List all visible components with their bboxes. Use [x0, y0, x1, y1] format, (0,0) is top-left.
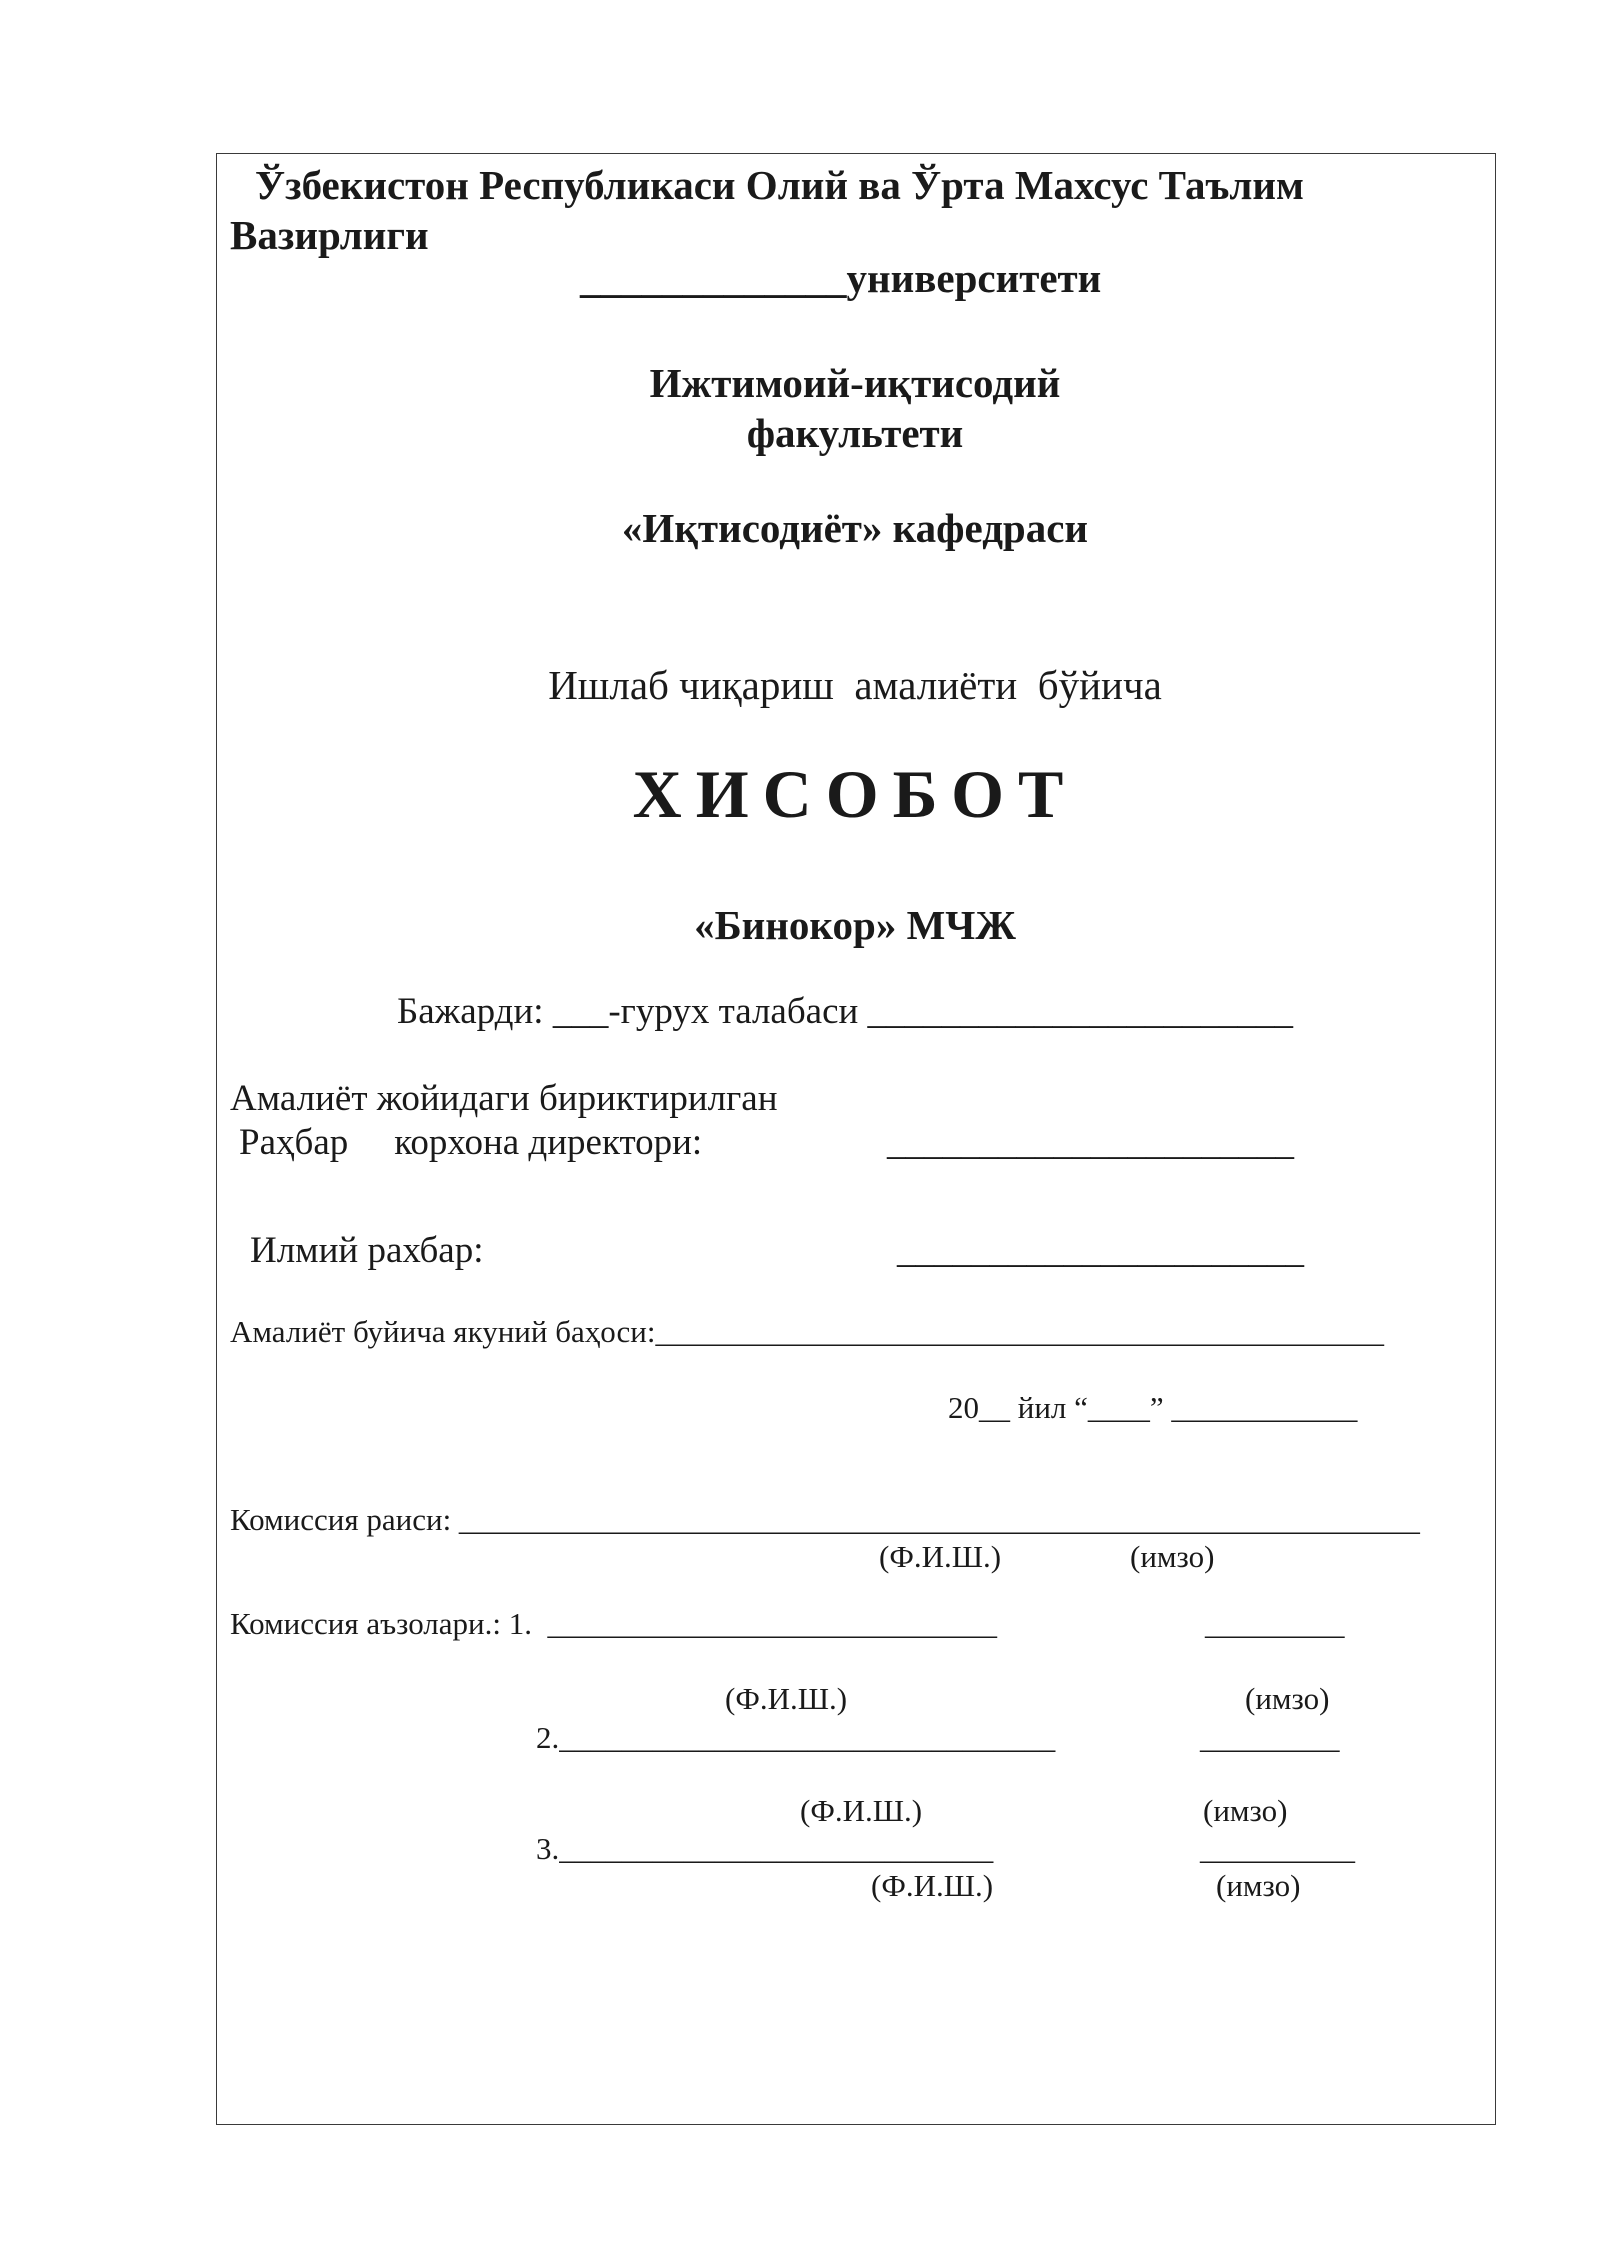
scientific-supervisor-line: ______________________	[897, 1230, 1304, 1271]
member1-signature-line: _________	[1205, 1606, 1345, 1641]
commission-chair-line: Комиссия раиси: ______________________________________________________________	[230, 1502, 1420, 1537]
performed-by-line: Бажарди: ___-гурух талабаси _______________________	[397, 991, 1294, 1032]
chair-fio-caption: (Ф.И.Ш.)	[879, 1539, 1002, 1574]
member2-signature-caption: (имзо)	[1203, 1793, 1288, 1828]
member3-signature-line: __________	[1200, 1831, 1355, 1866]
member3-line: 3.____________________________	[536, 1831, 994, 1866]
faculty-line-1: Ижтимоий-иқтисодий	[649, 360, 1061, 406]
report-title: ХИСОБОТ	[632, 756, 1078, 832]
company-name: «Бинокор» МЧЖ	[694, 902, 1016, 948]
chair-signature-caption: (имзо)	[1130, 1539, 1215, 1574]
faculty-line-2: факультети	[746, 410, 964, 456]
date-line: 20__ йил “____” ____________	[948, 1390, 1358, 1425]
scientific-supervisor-label: Илмий рахбар:	[250, 1230, 484, 1271]
supervisor-word-1: Раҳбар	[239, 1122, 349, 1163]
final-grade-line: Амалиёт буйича якуний баҳоси:_______________________________________________	[230, 1314, 1384, 1349]
member2-line: 2.________________________________	[536, 1720, 1056, 1755]
faculty-name	[540, 358, 1170, 458]
member1-signature-caption: (имзо)	[1245, 1681, 1330, 1716]
member3-fio-caption: (Ф.И.Ш.)	[871, 1868, 994, 1903]
ministry-title	[230, 160, 1380, 260]
practice-subtitle: Ишлаб чиқариш амалиёти бўйича	[548, 662, 1162, 708]
member2-fio-caption: (Ф.И.Ш.)	[800, 1793, 923, 1828]
supervisor-word-2: корхона директори:	[394, 1122, 703, 1163]
department-name: «Иқтисодиёт» кафедраси	[621, 505, 1089, 551]
supervisor-label-line-1: Амалиёт жойидаги бириктирилган	[230, 1078, 778, 1119]
member3-signature-caption: (имзо)	[1216, 1868, 1301, 1903]
university-name: _____________университети	[580, 255, 1102, 301]
ministry-line-2: Вазирлиги	[230, 212, 429, 258]
ministry-line-1: Ўзбекистон Республикаси Олий ва Ўрта Махсус Таълим	[255, 162, 1304, 208]
supervisor-signature-line: ______________________	[887, 1122, 1294, 1163]
member1-fio-caption: (Ф.И.Ш.)	[725, 1681, 848, 1716]
commission-members-line: Комиссия аъзолари.: 1. _____________________________	[230, 1606, 997, 1641]
supervisor-label-line-2	[239, 1124, 702, 1161]
member2-signature-line: _________	[1200, 1720, 1340, 1755]
